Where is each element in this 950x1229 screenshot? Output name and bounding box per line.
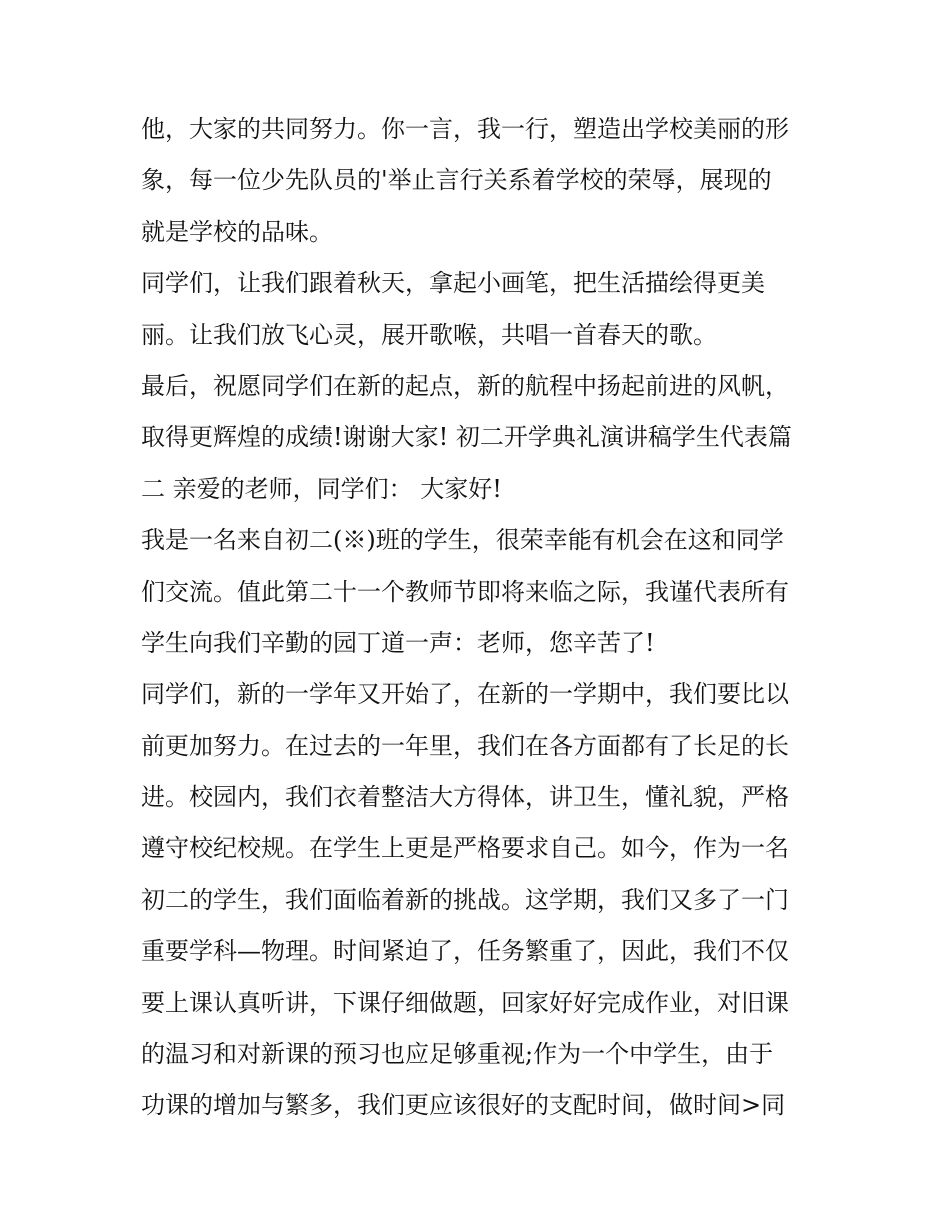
text-line: 学生向我们辛勤的园丁道一声：老师，您辛苦了! [141, 628, 655, 657]
text-line: 同学们，新的一学年又开始了，在新的一学期中，我们要比以 [141, 680, 789, 709]
text-line: 象，每一位少先队员的'举止言行关系着学校的荣辱，展现的 [141, 166, 772, 195]
text-line: 丽。让我们放飞心灵，展开歌喉，共唱一首春天的歌。 [141, 320, 717, 349]
text-line: 最后，祝愿同学们在新的起点，新的航程中扬起前进的风帆， [141, 371, 789, 400]
text-line: 我是一名来自初二(※)班的学生，很荣幸能有机会在这和同学 [141, 526, 784, 555]
text-line: 同学们，让我们跟着秋天，拿起小画笔，把生活描绘得更美 [141, 269, 765, 298]
text-line: 就是学校的品味。 [141, 217, 333, 246]
text-line: 遵守校纪校规。在学生上更是严格要求自己。如今，作为一名 [141, 834, 789, 863]
text-line: 取得更辉煌的成绩!谢谢大家! 初二开学典礼演讲稿学生代表篇 [141, 423, 792, 452]
text-line: 进。校园内，我们衣着整洁大方得体，讲卫生，懂礼貌，严格 [141, 783, 789, 812]
text-line: 们交流。值此第二十一个教师节即将来临之际，我谨代表所有 [141, 577, 789, 606]
text-line: 初二的学生，我们面临着新的挑战。这学期，我们又多了一门 [141, 885, 789, 914]
text-line: 二 亲爱的老师，同学们： 大家好! [141, 474, 502, 503]
text-line: 功课的增加与繁多，我们更应该很好的支配时间，做时间>同 [141, 1091, 786, 1120]
text-line: 的温习和对新课的预习也应足够重视;作为一个中学生，由于 [141, 1040, 774, 1069]
text-line: 前更加努力。在过去的一年里，我们在各方面都有了长足的长 [141, 731, 789, 760]
text-line: 他，大家的共同努力。你一言，我一行，塑造出学校美丽的形 [141, 115, 789, 143]
body-text [141, 104, 821, 1132]
text-line: 要上课认真听讲，下课仔细做题，回家好好完成作业，对旧课 [141, 988, 789, 1017]
text-line: 重要学科—物理。时间紧迫了，任务繁重了，因此，我们不仅 [141, 937, 789, 966]
